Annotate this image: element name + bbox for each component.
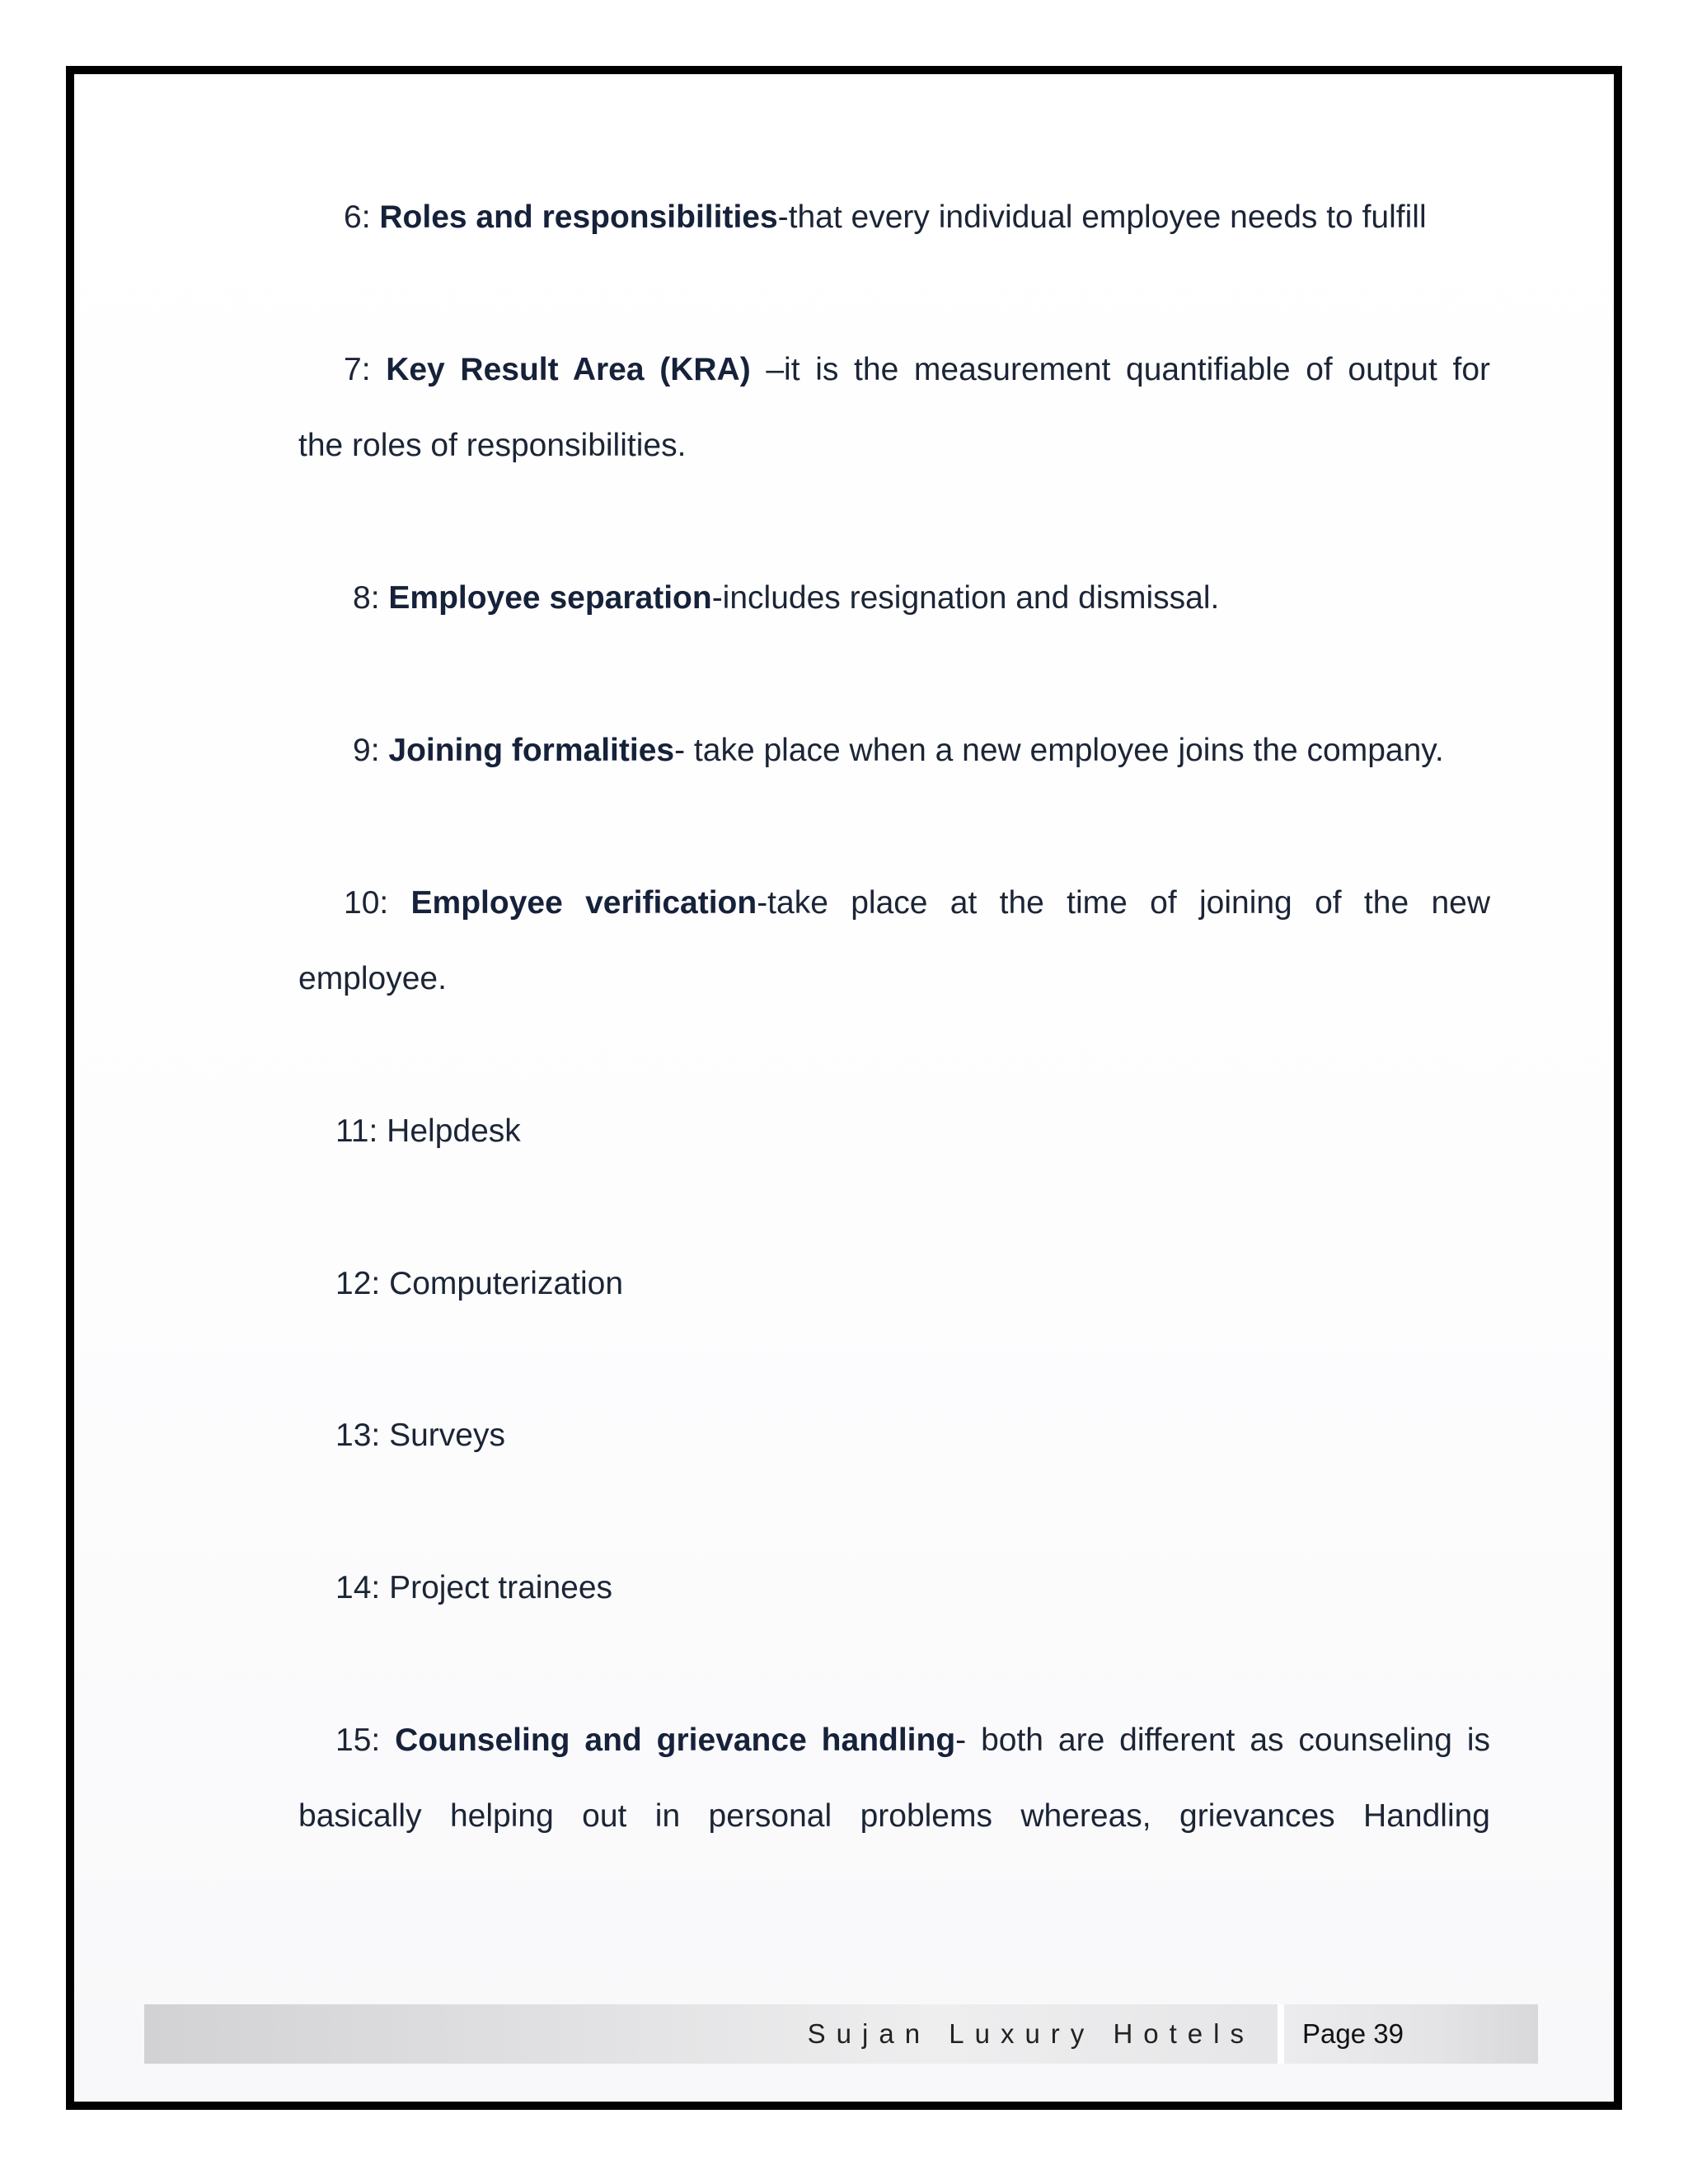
item-term: Key Result Area (KRA) (386, 352, 751, 387)
item-term: Employee separation (388, 580, 712, 616)
item-line: basically helping out in personal problems whereas, grievances Handling (298, 1798, 1490, 1834)
item-number: 15: (335, 1722, 381, 1758)
item-line: the roles of responsibilities. (298, 428, 687, 463)
item-line (298, 332, 1490, 408)
footer-hotel-name: Sujan Luxury Hotels (807, 2018, 1254, 2049)
item-number: 6: (344, 199, 371, 235)
item-text: -take place at the time of joining of the new (757, 885, 1490, 921)
list-item (298, 1398, 1490, 1474)
list-item (298, 1703, 1490, 1854)
item-term: Employee verification (410, 885, 757, 921)
list-item (298, 560, 1490, 636)
item-text: -that every individual employee needs to fulfill (777, 199, 1427, 235)
item-term: Joining formalities (388, 733, 675, 768)
list-item (298, 1094, 1490, 1169)
list-item (298, 713, 1490, 789)
item-number: 9: (353, 733, 380, 768)
footer-bar (144, 2004, 1538, 2064)
footer-page-number: Page 39 (1302, 2018, 1404, 2049)
item-number: 8: (353, 580, 380, 616)
item-text: - take place when a new employee joins the company. (674, 733, 1444, 768)
item-text: Computerization (389, 1266, 624, 1301)
item-number: 7: (344, 352, 371, 387)
item-text: -includes resignation and dismissal. (711, 580, 1220, 616)
item-number: 14: (335, 1570, 381, 1605)
item-text: –it is the measurement quantifiable of output for (750, 352, 1490, 387)
item-text: Helpdesk (387, 1113, 521, 1149)
list-item (298, 332, 1490, 484)
item-number: 13: (335, 1418, 381, 1453)
list-item (298, 865, 1490, 1017)
list-item (298, 1550, 1490, 1626)
footer-left-panel (144, 2004, 1278, 2064)
item-line (298, 1703, 1490, 1779)
list-item (298, 1246, 1490, 1322)
item-line (298, 865, 1490, 941)
item-text: - both are different as counseling is (955, 1722, 1490, 1758)
item-term: Counseling and grievance handling (395, 1722, 956, 1758)
list-item (298, 180, 1490, 255)
item-text: Project trainees (389, 1570, 613, 1605)
item-term: Roles and responsibilities (379, 199, 778, 235)
footer-right-panel (1284, 2004, 1538, 2064)
item-number: 12: (335, 1266, 381, 1301)
item-line: employee. (298, 961, 447, 996)
footer-divider (1278, 2004, 1284, 2064)
item-number: 10: (344, 885, 389, 921)
item-number: 11: (335, 1113, 378, 1149)
item-text: Surveys (389, 1418, 505, 1453)
